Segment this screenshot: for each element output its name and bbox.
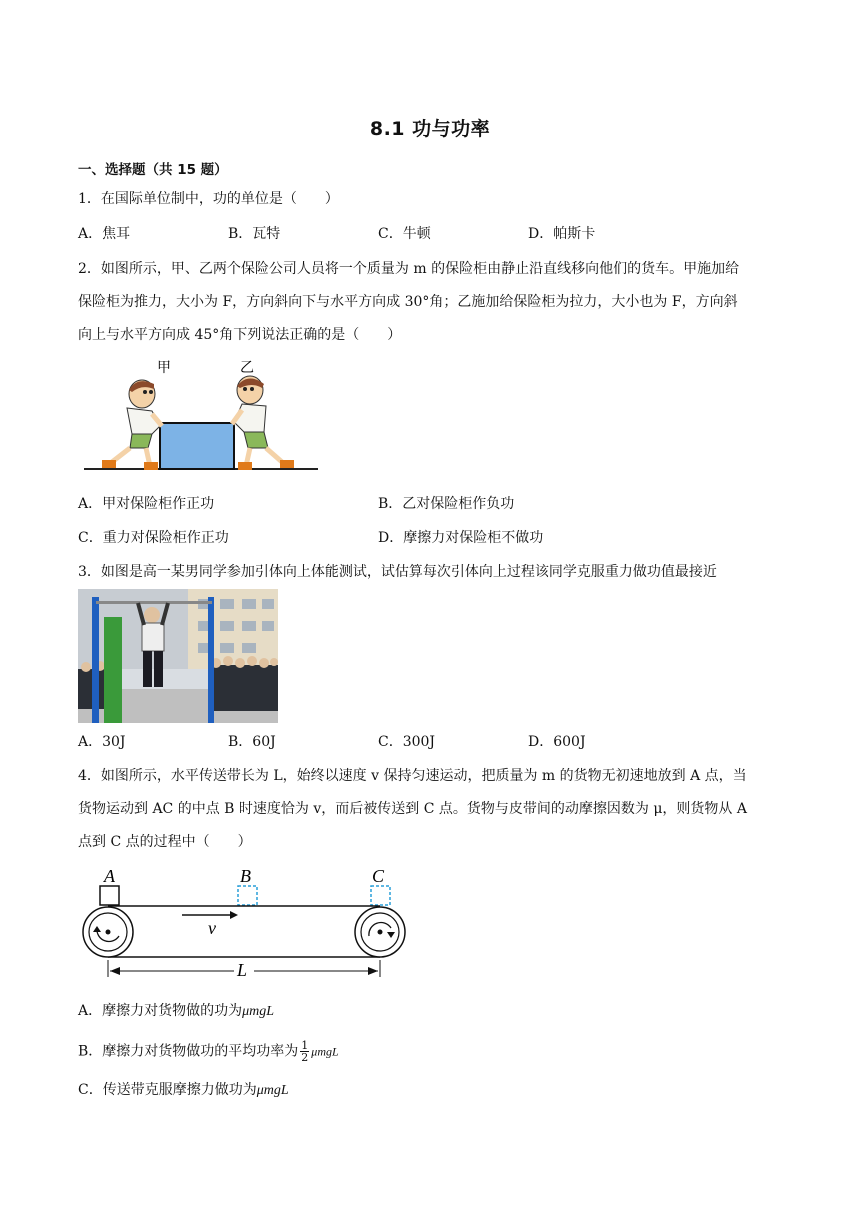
q4-option-a: [78, 1002, 274, 1021]
person-jia-icon: [102, 380, 162, 470]
label-a: A: [104, 866, 115, 886]
q2-option-c: C．重力对保险柜作正功: [78, 530, 229, 546]
label-b: B: [240, 866, 251, 886]
q3-option-a: A．30J: [78, 734, 126, 750]
cargo-box-a: [100, 886, 119, 905]
q1-option-c: C．牛顿: [378, 226, 431, 242]
q2-option-b: B．乙对保险柜作负功: [378, 496, 515, 512]
q3-photo: [78, 589, 278, 723]
q1-option-a: A．焦耳: [78, 226, 131, 242]
q2-option-d: D．摩擦力对保险柜不做功: [378, 530, 544, 546]
q3-option-c: C．300J: [378, 734, 436, 750]
q3-option-b: B．60J: [228, 734, 276, 750]
cargo-box-c: [371, 886, 390, 905]
q2-stem-line3: 向上与水平方向成 45°角下列说法正确的是（ ）: [78, 327, 402, 343]
one-half-fraction: $\frac{1}{2}$: [301, 1039, 309, 1064]
q4-stem-line3: 点到 C 点的过程中（ ）: [78, 834, 252, 850]
section-heading: 一、选择题（共 15 题）: [78, 162, 228, 178]
q3-stem: 3．如图是高一某男同学参加引体向上体能测试，试估算每次引体向上过程该同学克服重力做功值最接近: [78, 564, 717, 580]
label-l: L: [237, 960, 248, 980]
q2-stem-line2: 保险柜为推力，大小为 F，方向斜向下与水平方向成 30°角；乙施加给保险柜为拉力，大小也为 F，方向斜: [78, 294, 738, 310]
label-v: v: [208, 918, 216, 938]
page-title: 8.1 功与功率: [369, 118, 491, 140]
q2-figure: [82, 356, 322, 476]
q4-stem-line2: 货物运动到 AC 的中点 B 时速度恰为 v，而后被传送到 C 点。货物与皮带间的动摩擦因数为 μ，则货物从 A: [78, 801, 747, 817]
cargo-box-b: [238, 886, 257, 905]
q4-conveyor-figure: [80, 862, 410, 982]
q3-option-d: D．600J: [528, 734, 586, 750]
q4-option-c-math: μmgL: [256, 1083, 289, 1098]
q4-option-a-text: A．摩擦力对货物做的功为: [78, 1003, 243, 1019]
q2-option-a: A．甲对保险柜作正功: [78, 496, 215, 512]
q4-option-b-text: B．摩擦力对货物做功的平均功率为: [78, 1043, 299, 1060]
safe-box: [160, 423, 234, 469]
person-yi-icon: [232, 376, 294, 470]
q4-option-a-math: μmgL: [242, 1004, 275, 1019]
fig-label-jia: 甲: [157, 360, 171, 376]
q4-option-c-text: C．传送带克服摩擦力做功为: [78, 1082, 257, 1098]
q4-option-b-math: μmgL: [311, 1044, 339, 1059]
q2-stem-line1: 2．如图所示，甲、乙两个保险公司人员将一个质量为 m 的保险柜由静止沿直线移向他们的货车。甲施加给: [78, 261, 740, 277]
fig-label-yi: 乙: [240, 360, 254, 376]
q1-stem: 1．在国际单位制中，功的单位是（ ）: [78, 191, 339, 207]
label-c: C: [372, 866, 385, 886]
q4-stem-line1: 4．如图所示，水平传送带长为 L，始终以速度 v 保持匀速运动，把质量为 m 的货物无初速地放到 A 点，当: [78, 768, 747, 784]
q4-option-c: [78, 1081, 289, 1100]
q1-option-b: B．瓦特: [228, 226, 281, 242]
q4-option-b: [78, 1040, 339, 1063]
q1-option-d: D．帕斯卡: [528, 226, 596, 242]
